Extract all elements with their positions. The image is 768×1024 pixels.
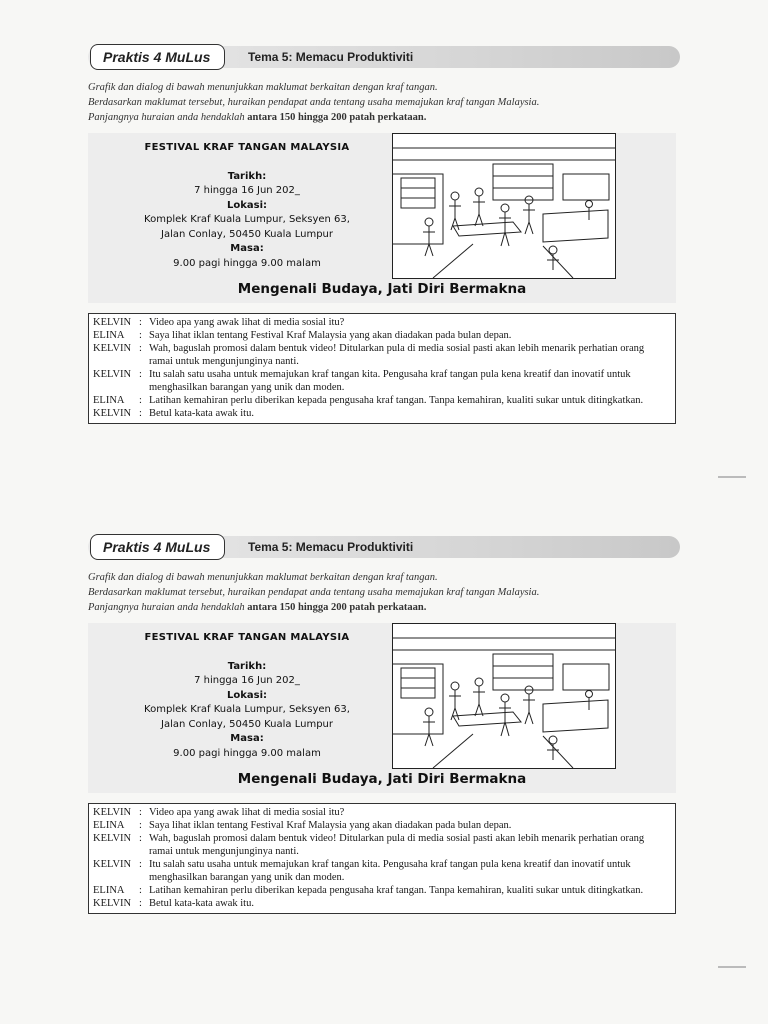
dialog-line	[93, 368, 669, 394]
instruction-text: Panjangnya huraian anda hendaklah	[88, 112, 245, 123]
dialog-text: Saya lihat iklan tentang Festival Kraf Malaysia yang akan diadakan pada bulan depan.	[149, 820, 512, 831]
dialog-speaker: KELVIN	[93, 833, 132, 844]
dialog-speaker: ELINA	[93, 330, 125, 341]
dialog-separator: :	[139, 395, 142, 406]
date-value: 7 hingga 16 Jun 202_	[194, 675, 300, 686]
dialog-text: Latihan kemahiran perlu diberikan kepada pengusaha kraf tangan. Tanpa kemahiran, kualiti sukar untuk ditingkatkan.	[149, 885, 644, 896]
instruction-line: Grafik dan dialog di bawah menunjukkan maklumat berkaitan dengan kraf tangan.	[88, 82, 438, 93]
dialog-speaker: ELINA	[93, 820, 125, 831]
location-line: Jalan Conlay, 50450 Kuala Lumpur	[161, 718, 333, 730]
dialog-separator: :	[139, 807, 142, 818]
location-line: Jalan Conlay, 50450 Kuala Lumpur	[161, 228, 333, 240]
time-label: Masa:	[230, 733, 264, 744]
info-panel	[88, 133, 676, 303]
dialog-line	[93, 394, 669, 407]
event-poster	[122, 631, 372, 761]
dialog-line	[93, 806, 669, 819]
instructions	[88, 80, 676, 125]
practice-label: Praktis 4 MuLus	[90, 44, 225, 70]
instruction-line: Berdasarkan maklumat tersebut, huraikan pendapat anda tentang usaha memajukan kraf tangan Malaysia.	[88, 587, 540, 598]
word-count-requirement: antara 150 hingga 200 patah perkataan.	[247, 112, 427, 123]
dialog-line	[93, 884, 669, 897]
dialog-line	[93, 342, 669, 368]
dialog-speaker: KELVIN	[93, 898, 132, 909]
exercise-block-2	[88, 534, 676, 914]
dialog-speaker: KELVIN	[93, 369, 132, 380]
theme-title: Tema 5: Memacu Produktiviti	[248, 540, 414, 554]
dialog-text: Betul kata-kata awak itu.	[149, 408, 254, 419]
dialog-separator: :	[139, 859, 142, 870]
dialog-text: Wah, baguslah promosi dalam bentuk video! Ditularkan pula di media sosial pasti akan lebih menarik perhatian orang ramai untuk mengunjunginya nanti.	[149, 833, 645, 857]
instruction-line	[88, 600, 676, 615]
instruction-text: Panjangnya huraian anda hendaklah	[88, 602, 245, 613]
location-label: Lokasi:	[226, 689, 268, 701]
poster-title: FESTIVAL KRAF TANGAN MALAYSIA	[144, 632, 350, 643]
dialog-text: Betul kata-kata awak itu.	[149, 898, 254, 909]
dialog-separator: :	[139, 885, 142, 896]
location-line: Komplek Kraf Kuala Lumpur, Seksyen 63,	[144, 214, 350, 225]
dialog-speaker: ELINA	[93, 395, 125, 406]
page-mark	[718, 476, 746, 478]
practice-label: Praktis 4 MuLus	[90, 534, 225, 560]
dialog-line	[93, 316, 669, 329]
dialog-text: Latihan kemahiran perlu diberikan kepada pengusaha kraf tangan. Tanpa kemahiran, kualiti sukar untuk ditingkatkan.	[149, 395, 644, 406]
location-label: Lokasi:	[226, 199, 268, 211]
craft-fair-drawing	[393, 134, 615, 278]
craft-fair-illustration	[392, 133, 616, 279]
exercise-block-1	[88, 44, 676, 424]
instructions	[88, 570, 676, 615]
dialog-text: Video apa yang awak lihat di media sosial itu?	[149, 317, 345, 328]
dialog-separator: :	[139, 898, 142, 909]
dialog-text: Itu salah satu usaha untuk memajukan kraf tangan kita. Pengusaha kraf tangan pula kena kreatif dan inovatif untuk menghasilkan barangan yang unik dan moden.	[149, 859, 631, 883]
time-label: Masa:	[230, 243, 264, 254]
poster-slogan: Mengenali Budaya, Jati Diri Bermakna	[237, 771, 527, 787]
dialog-line	[93, 329, 669, 342]
date-label: Tarikh:	[227, 660, 267, 672]
dialog-line	[93, 819, 669, 832]
dialog-text: Itu salah satu usaha untuk memajukan kraf tangan kita. Pengusaha kraf tangan pula kena kreatif dan inovatif untuk menghasilkan barangan yang unik dan moden.	[149, 369, 631, 393]
dialog-speaker: KELVIN	[93, 859, 132, 870]
section-header	[88, 534, 676, 560]
dialog-line	[93, 832, 669, 858]
dialog-line	[93, 858, 669, 884]
info-panel	[88, 623, 676, 793]
instruction-line: Grafik dan dialog di bawah menunjukkan maklumat berkaitan dengan kraf tangan.	[88, 572, 438, 583]
section-header	[88, 44, 676, 70]
dialog-separator: :	[139, 820, 142, 831]
time-value: 9.00 pagi hingga 9.00 malam	[173, 747, 321, 759]
dialog-separator: :	[139, 408, 142, 419]
date-value: 7 hingga 16 Jun 202_	[194, 185, 300, 196]
event-poster	[122, 141, 372, 271]
dialog-box	[88, 803, 676, 914]
dialog-separator: :	[139, 833, 142, 844]
poster-slogan: Mengenali Budaya, Jati Diri Bermakna	[237, 281, 527, 297]
location-line: Komplek Kraf Kuala Lumpur, Seksyen 63,	[144, 704, 350, 715]
instruction-line	[88, 110, 676, 125]
date-label: Tarikh:	[227, 170, 267, 182]
dialog-separator: :	[139, 330, 142, 341]
dialog-speaker: KELVIN	[93, 408, 132, 419]
page-mark	[718, 966, 746, 968]
dialog-speaker: ELINA	[93, 885, 125, 896]
dialog-speaker: KELVIN	[93, 807, 132, 818]
dialog-box	[88, 313, 676, 424]
dialog-separator: :	[139, 369, 142, 380]
time-value: 9.00 pagi hingga 9.00 malam	[173, 257, 321, 269]
dialog-line	[93, 407, 669, 420]
dialog-speaker: KELVIN	[93, 343, 132, 354]
dialog-separator: :	[139, 317, 142, 328]
craft-fair-illustration	[392, 623, 616, 769]
dialog-text: Video apa yang awak lihat di media sosial itu?	[149, 807, 345, 818]
dialog-speaker: KELVIN	[93, 317, 132, 328]
poster-title: FESTIVAL KRAF TANGAN MALAYSIA	[144, 142, 350, 153]
dialog-line	[93, 897, 669, 910]
dialog-text: Saya lihat iklan tentang Festival Kraf Malaysia yang akan diadakan pada bulan depan.	[149, 330, 512, 341]
word-count-requirement: antara 150 hingga 200 patah perkataan.	[247, 602, 427, 613]
instruction-line: Berdasarkan maklumat tersebut, huraikan pendapat anda tentang usaha memajukan kraf tangan Malaysia.	[88, 97, 540, 108]
craft-fair-drawing	[393, 624, 615, 768]
dialog-text: Wah, baguslah promosi dalam bentuk video! Ditularkan pula di media sosial pasti akan lebih menarik perhatian orang ramai untuk mengunjunginya nanti.	[149, 343, 645, 367]
theme-title: Tema 5: Memacu Produktiviti	[248, 50, 414, 64]
dialog-separator: :	[139, 343, 142, 354]
